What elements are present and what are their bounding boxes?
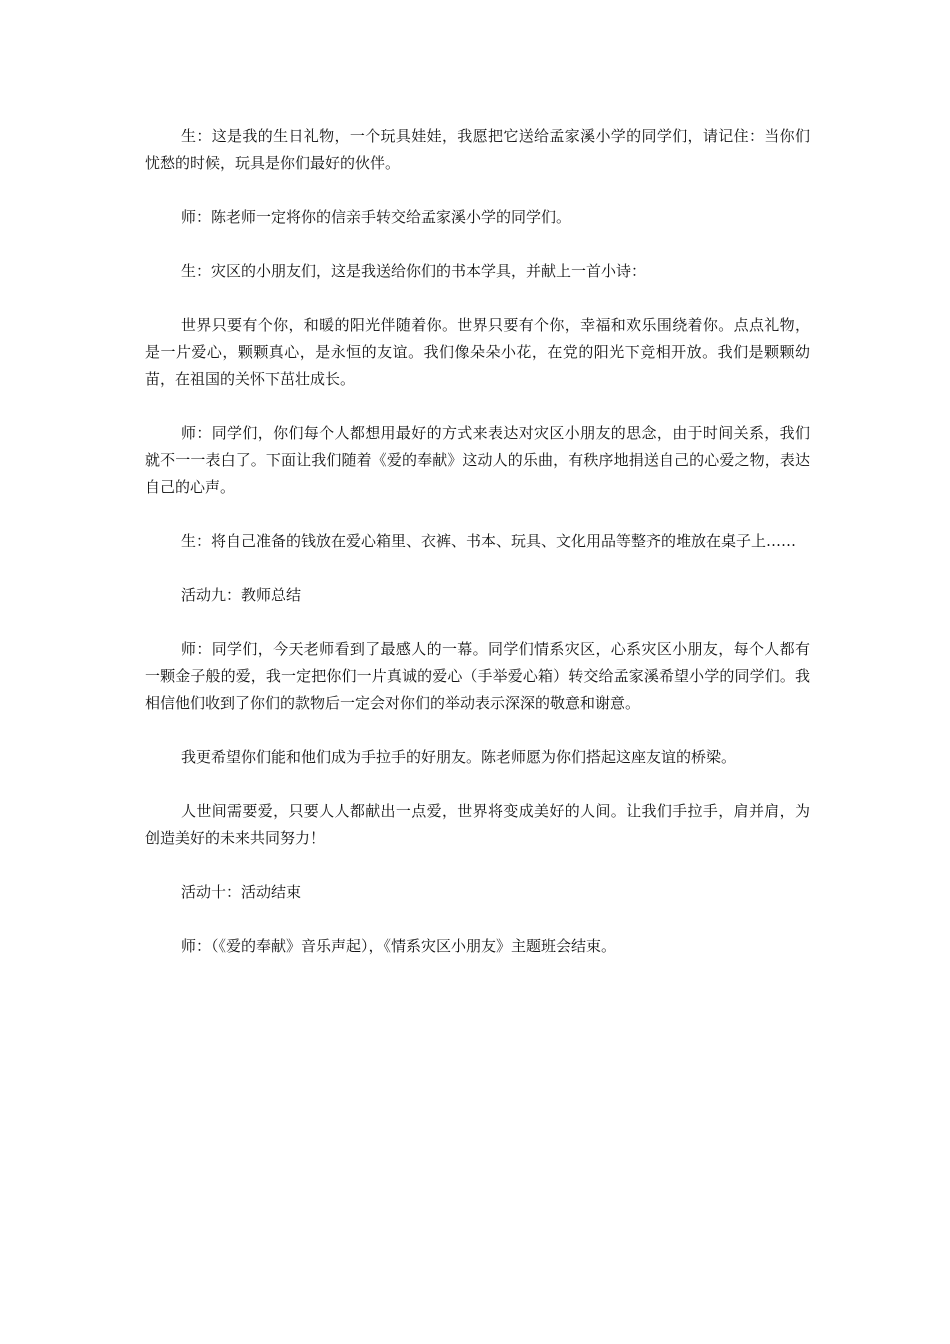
dialogue-teacher-letter: 师：陈老师一定将你的信亲手转交给孟家溪小学的同学们。 — [181, 208, 572, 226]
dialogue-teacher-summary: 师：同学们，今天老师看到了最感人的一幕。同学们情系灾区，心系灾区小朋友，每个人都有一颗金子般的爱，我一定把你们一片真诚的爱心（手举爱心箱）转交给孟家溪希望小学的同学们。我相信他们收到了你们的款物后一定会对你们的举动表示深深的敬意和谢意。 — [145, 640, 810, 712]
paragraph-friendship: 我更希望你们能和他们成为手拉手的好朋友。陈老师愿为你们搭起这座友谊的桥梁。 — [181, 748, 737, 766]
section-heading-activity-9: 活动九：教师总结 — [181, 586, 302, 604]
paragraph-love: 人世间需要爱，只要人人都献出一点爱，世界将变成美好的人间。让我们手拉手，肩并肩，为创造美好的未来共同努力！ — [145, 802, 810, 847]
poem-text: 世界只要有个你，和暖的阳光伴随着你。世界只要有个你，幸福和欢乐围绕着你。点点礼物，是一片爱心，颗颗真心，是永恒的友谊。我们像朵朵小花，在党的阳光下竞相开放。我们是颗颗幼苗，在祖国的关怀下茁壮成长。 — [145, 316, 810, 388]
dialogue-teacher-donation: 师：同学们，你们每个人都想用最好的方式来表达对灾区小朋友的思念，由于时间关系，我们就不一一表白了。下面让我们随着《爱的奉献》这动人的乐曲，有秩序地捐送自己的心爱之物，表达自己的心声。 — [145, 424, 810, 496]
section-heading-activity-10: 活动十：活动结束 — [181, 883, 302, 901]
dialogue-student-poem-intro: 生：灾区的小朋友们，这是我送给你们的书本学具，并献上一首小诗： — [181, 262, 647, 280]
dialogue-student-action: 生：将自己准备的钱放在爱心箱里、衣裤、书本、玩具、文化用品等整齐的堆放在桌子上…… — [181, 532, 797, 550]
dialogue-student-gift: 生：这是我的生日礼物，一个玩具娃娃，我愿把它送给孟家溪小学的同学们，请记住：当你们忧愁的时候，玩具是你们最好的伙伴。 — [145, 127, 810, 172]
dialogue-teacher-closing: 师：（《爱的奉献》音乐声起），《情系灾区小朋友》主题班会结束。 — [181, 937, 617, 955]
document-body — [145, 123, 810, 987]
